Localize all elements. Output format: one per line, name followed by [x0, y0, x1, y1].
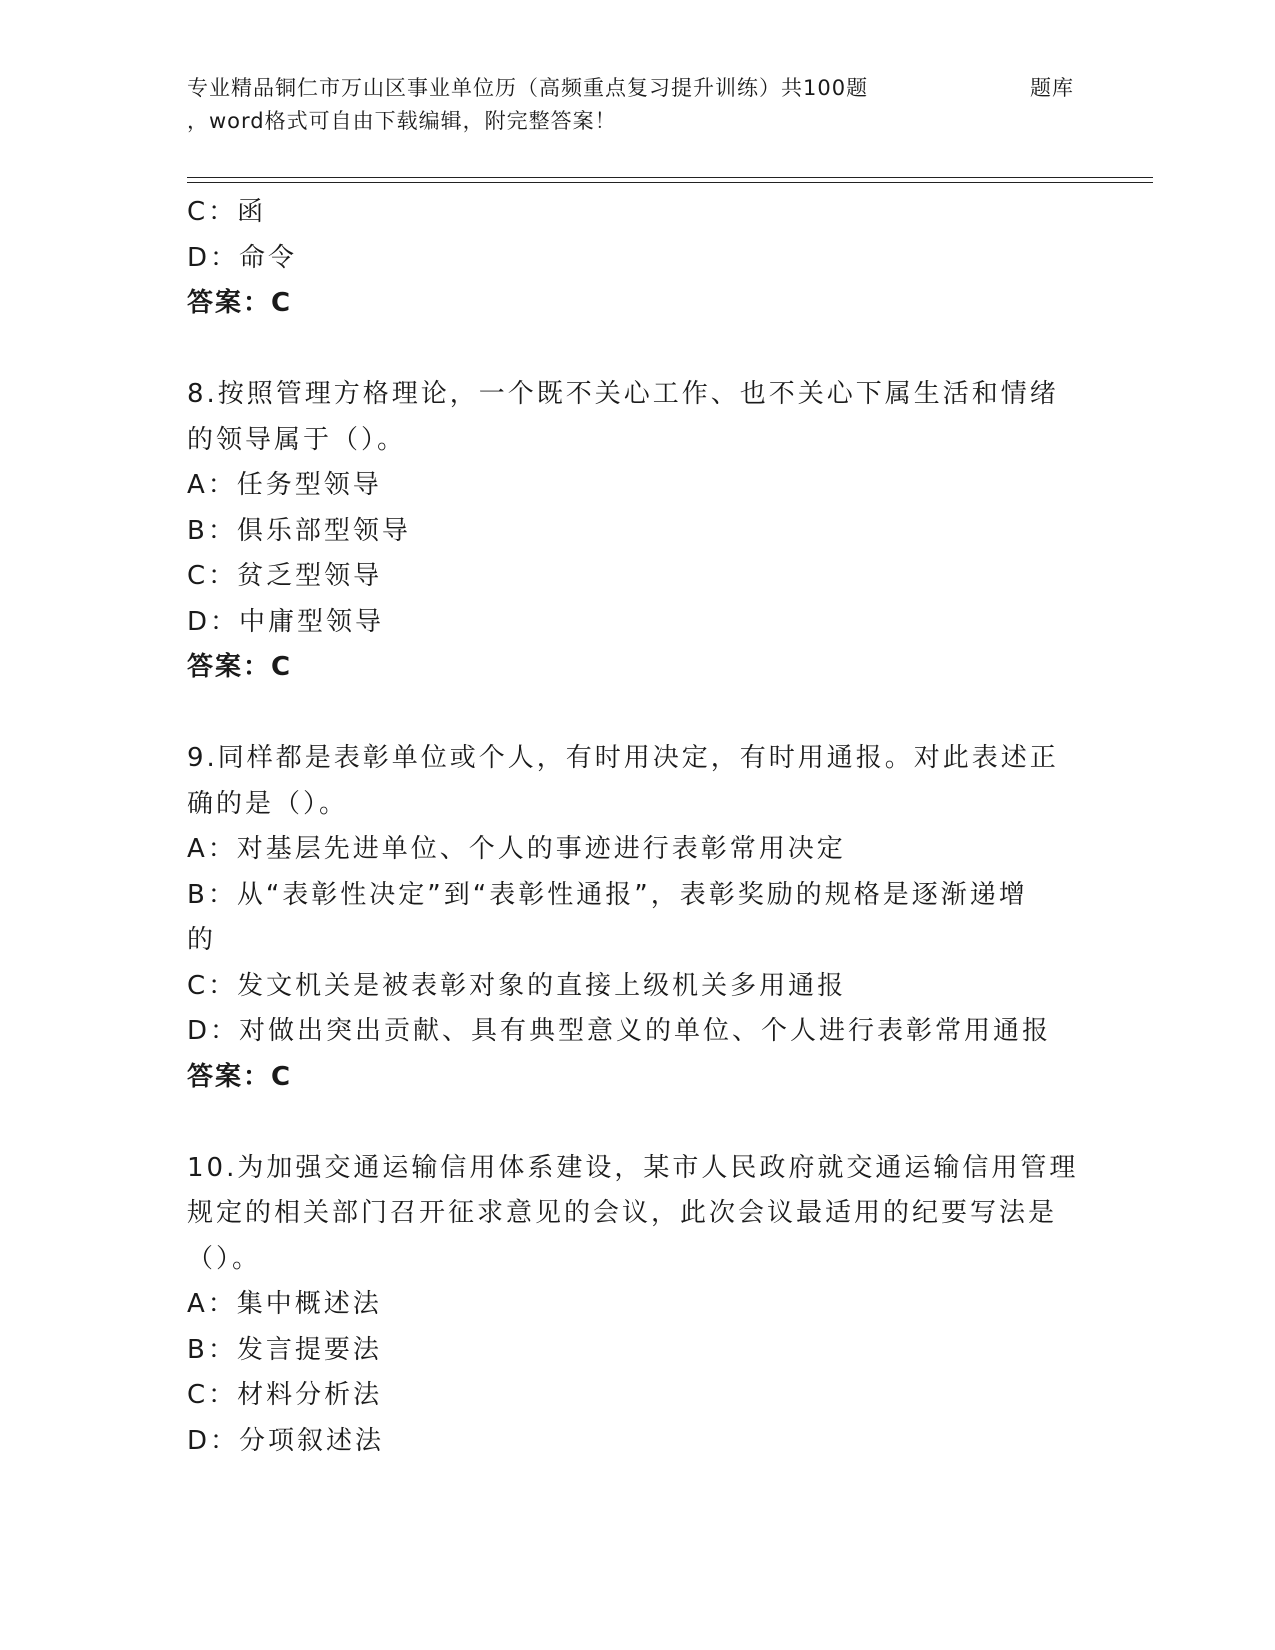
- option-line: D：中庸型领导: [187, 606, 385, 637]
- question-block: [187, 736, 1087, 1100]
- question-stem: 规定的相关部门召开征求意见的会议，此次会议最适用的纪要写法是: [187, 1198, 1058, 1228]
- header-rule-top: [187, 177, 1153, 178]
- question-stem: （）。: [187, 1243, 262, 1274]
- question-content: [187, 190, 1087, 1464]
- carryover-block: [187, 190, 1087, 327]
- header-title-line-1: 专业精品铜仁市万山区事业单位历（高频重点复习提升训练）共100题: [187, 76, 869, 100]
- question-stem: 8.按照管理方格理论，一个既不关心工作、也不关心下属生活和情绪: [187, 379, 1059, 409]
- option-line: B：发言提要法: [187, 1334, 382, 1365]
- option-line: B：俱乐部型领导: [187, 515, 411, 546]
- answer-line: 答案：C: [187, 288, 293, 318]
- option-line: 的: [187, 925, 217, 955]
- question-stem: 的领导属于（）。: [187, 424, 407, 455]
- option-line: A：对基层先进单位、个人的事迹进行表彰常用决定: [187, 834, 846, 864]
- option-line: D：分项叙述法: [187, 1425, 385, 1456]
- option-line: D：命令: [187, 242, 298, 273]
- option-line: C：材料分析法: [187, 1380, 383, 1410]
- header-title-line-2: ，word格式可自由下载编辑，附完整答案！: [187, 109, 617, 133]
- option-line: C：贫乏型领导: [187, 561, 383, 591]
- answer-line: 答案：C: [187, 652, 293, 682]
- question-block: [187, 372, 1087, 691]
- question-block: [187, 1146, 1087, 1465]
- header-right-label: 题库: [1030, 76, 1074, 100]
- spacer: [187, 691, 1087, 737]
- question-stem: 10.为加强交通运输信用体系建设，某市人民政府就交通运输信用管理: [187, 1152, 1079, 1183]
- option-line: C：函: [187, 197, 267, 227]
- option-line: C：发文机关是被表彰对象的直接上级机关多用通报: [187, 970, 847, 1001]
- question-stem: 确的是（）。: [187, 788, 349, 819]
- header-rule-bottom: [187, 182, 1153, 183]
- spacer: [187, 327, 1087, 373]
- option-line: B：从“表彰性决定”到“表彰性通报”，表彰奖励的规格是逐渐递增: [187, 879, 1028, 910]
- option-line: D：对做出突出贡献、具有典型意义的单位、个人进行表彰常用通报: [187, 1016, 1052, 1046]
- spacer: [187, 1100, 1087, 1146]
- answer-line: 答案：C: [187, 1061, 293, 1092]
- option-line: A：任务型领导: [187, 470, 382, 500]
- question-stem: 9.同样都是表彰单位或个人，有时用决定，有时用通报。对此表述正: [187, 743, 1059, 773]
- page-header: [187, 72, 1087, 138]
- option-line: A：集中概述法: [187, 1289, 382, 1319]
